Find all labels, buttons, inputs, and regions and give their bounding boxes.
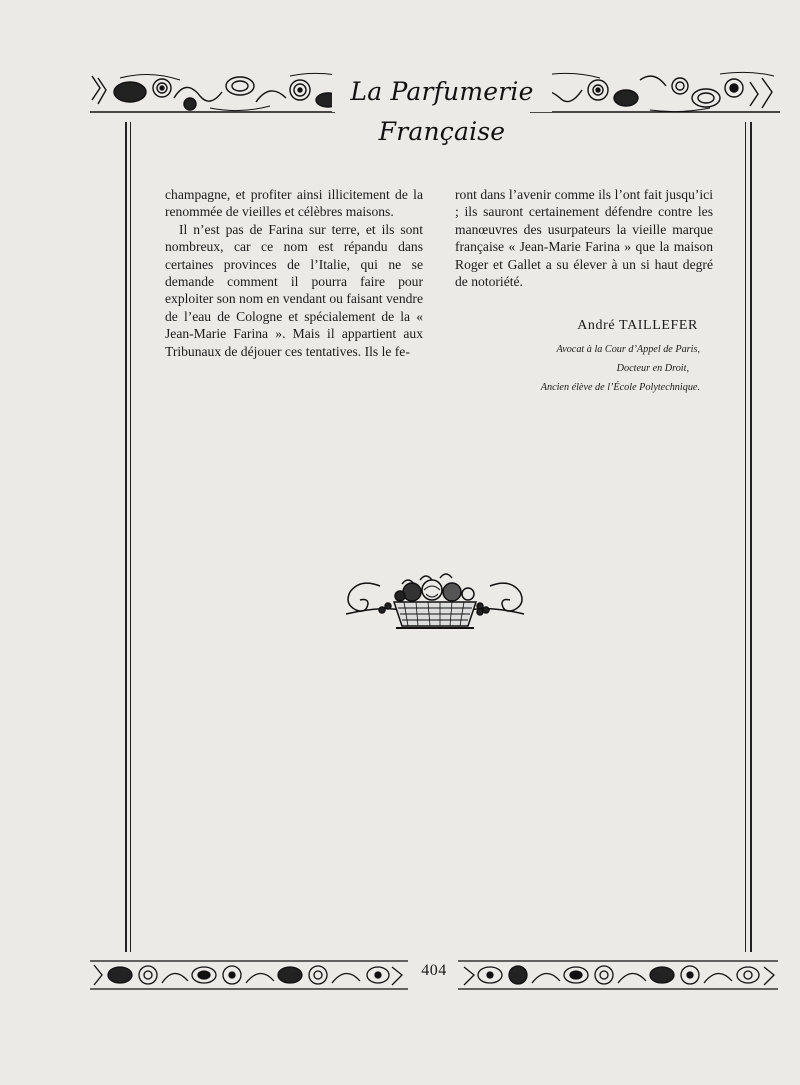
right-frame-rule-outer — [750, 122, 752, 952]
article-right-column — [455, 186, 713, 290]
fruit-basket-icon — [340, 570, 530, 632]
author-name: André TAILLEFER — [577, 318, 698, 333]
page-number: 404 — [421, 962, 447, 979]
author-credential: Avocat à la Cour d’Appel de Paris, — [556, 344, 700, 355]
article-paragraph: champagne, et profiter ainsi illicitement de la renommée de vieilles et célèbres maisons. — [165, 187, 423, 220]
article-paragraph: Il n’est pas de Farina sur terre, et ils sont nombreux, car ce nom est répandu dans certaines provinces de l’Italie, qui ne se demande comment il pourra faire pour exploiter son nom en vendant ou faisant vendre de l’eau de Cologne et spécialement de la « Jean-Marie Farina ». Mais il appartient aux Tribunaux de déjouer ces tentatives. Ils le fe- — [165, 221, 423, 359]
left-frame-rule-inner — [130, 122, 131, 952]
article-paragraph: ront dans l’avenir comme ils l’ont fait jusqu’ici ; ils sauront certainement défendre contre les manœuvres des usurpateurs la vieille marque française « Jean-Marie Farina » que la maison Roger et Gallet a su élever à un si haut degré de notoriété. — [455, 187, 713, 290]
page-header-title: La Parfumerie Française — [332, 72, 552, 112]
footer-floral-ornament-icon — [458, 955, 780, 995]
footer-floral-ornament-icon — [90, 955, 410, 995]
author-credential: Docteur en Droit, — [616, 363, 689, 374]
author-credential: Ancien élève de l’École Polytechnique. — [540, 382, 700, 393]
left-frame-rule — [125, 122, 127, 952]
right-frame-rule — [745, 122, 746, 952]
article-left-column — [165, 186, 423, 360]
